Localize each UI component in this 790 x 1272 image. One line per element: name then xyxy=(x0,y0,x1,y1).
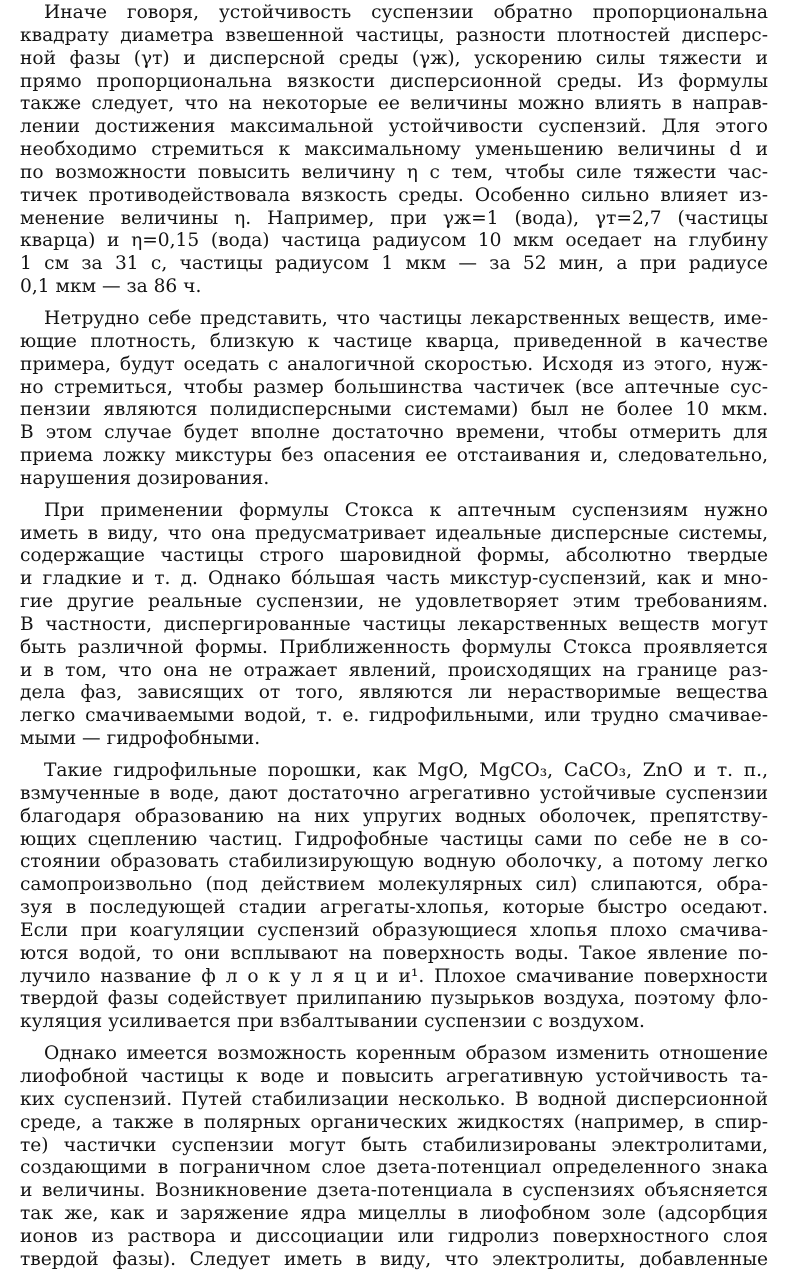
text-line: быть различной формы. Приближенность формулы Стокса проявляется xyxy=(20,636,768,658)
text-line: квадрату диаметра взвешенной частицы, разности плотностей дисперс- xyxy=(20,24,768,46)
text-line: 0,1 мкм — за 86 ч. xyxy=(20,276,202,298)
text-line: иметь в виду, что она предусматривает идеальные дисперсные системы, xyxy=(20,522,768,544)
text-line: зуя в последующей стадии агрегаты-хлопья, которые быстро оседают. xyxy=(20,897,768,919)
text-line: Нетрудно себе представить, что частицы лекарственных веществ, име- xyxy=(44,307,768,329)
text-line: и гладкие и т. д. Однако бóльшая часть микстур-суспензий, как и мно- xyxy=(20,568,768,590)
text-line: твердой фазы). Следует иметь в виду, что электролиты, добавленные xyxy=(20,1248,768,1270)
text-line: содержащие частицы строго шаровидной формы, абсолютно твердые xyxy=(20,545,768,567)
text-line: среде, а также в полярных органических жидкостях (например, в спир- xyxy=(20,1111,768,1133)
text-line: нарушения дозирования. xyxy=(20,467,270,489)
text-line: и в том, что она не отражает явлений, происходящих на границе раз- xyxy=(20,659,768,681)
text-line: те) частички суспензии могут быть стабилизированы электролитами, xyxy=(20,1134,768,1156)
text-line: ионов из раствора и диссоциации или гидролиз поверхностного слоя xyxy=(20,1225,768,1247)
text-line: ких суспензий. Путей стабилизации несколько. В водной дисперсионной xyxy=(20,1088,768,1110)
text-line: кварца) и η=0,15 (вода) частица радиусом 10 мкм оседает на глубину xyxy=(20,230,768,252)
text-line: куляция усиливается при взбалтывании суспензии с воздухом. xyxy=(20,1011,645,1033)
text-line: но стремиться, чтобы размер большинства частичек (все аптечные сус- xyxy=(20,376,768,398)
text-line: стоянии образовать стабилизирующую водную оболочку, а потому легко xyxy=(20,851,768,873)
paragraph-3 xyxy=(20,500,768,751)
text-line: Однако имеется возможность коренным образом изменить отношение xyxy=(44,1043,768,1065)
text-line: тичек противодействовала вязкость среды. Особенно сильно влияет из- xyxy=(20,184,768,206)
paragraph-2 xyxy=(20,308,768,491)
text-line: При применении формулы Стокса к аптечным суспензиям нужно xyxy=(44,499,768,521)
text-line: дела фаз, зависящих от того, являются ли нерастворимые вещества xyxy=(20,682,768,704)
text-line: Если при коагуляции суспензий образующиеся хлопья плохо смачива- xyxy=(20,919,768,941)
text-line: прямо пропорциональна вязкости дисперсионной среды. Из формулы xyxy=(20,70,768,92)
text-line: 1 см за 31 с, частицы радиусом 1 мкм — за 52 мин, а при радиусе xyxy=(20,253,768,275)
text-line: приема ложку микстуры без опасения ее отстаивания и, следовательно, xyxy=(20,445,768,467)
text-line: ющих сцеплению частиц. Гидрофобные частицы сами по себе не в со- xyxy=(20,828,768,850)
text-line: по возможности повысить величину η с тем, чтобы силе тяжести час- xyxy=(20,161,768,183)
text-line: лучило название ф л о к у л я ц и и¹. Плохое смачивание поверхности xyxy=(20,965,768,987)
text-line: мыми — гидрофобными. xyxy=(20,728,261,750)
text-line: ной фазы (γт) и дисперсной среды (γж), ускорению силы тяжести и xyxy=(20,47,768,69)
text-line: легко смачиваемыми водой, т. е. гидрофильными, или трудно смачивае- xyxy=(20,705,768,727)
text-line: примера, будут оседать с аналогичной скоростью. Исходя из этого, нуж- xyxy=(20,353,768,375)
paragraph-1 xyxy=(20,2,768,299)
text-line: пензии являются полидисперсными системами) был не более 10 мкм. xyxy=(20,399,768,421)
text-line: создающими в пограничном слое дзета-потенциал определенного знака xyxy=(20,1157,768,1179)
text-line: лиофобной частицы к воде и повысить агрегативную устойчивость та- xyxy=(20,1065,768,1087)
text-line: ющие плотность, близкую к частице кварца, приведенной в качестве xyxy=(20,330,768,352)
paragraph-5 xyxy=(20,1043,768,1271)
text-line: необходимо стремиться к максимальному уменьшению величины d и xyxy=(20,139,768,161)
text-line: Иначе говоря, устойчивость суспензии обратно пропорциональна xyxy=(44,2,768,23)
text-line: также следует, что на некоторые ее величины можно влиять в направ- xyxy=(20,93,768,115)
document-page xyxy=(20,2,768,1270)
text-line: лении достижения максимальной устойчивости суспензий. Для этого xyxy=(20,116,768,138)
text-line: В этом случае будет вполне достаточно времени, чтобы отмерить для xyxy=(20,422,768,444)
text-line: В частности, диспергированные частицы лекарственных веществ могут xyxy=(20,613,768,635)
text-line: гие другие реальные суспензии, не удовлетворяет этим требованиям. xyxy=(20,591,768,613)
text-line: Такие гидрофильные порошки, как MgO, MgCO₃, CaCO₃, ZnO и т. п., xyxy=(44,760,768,781)
text-line: благодаря образованию на них упругих водных оболочек, препятству- xyxy=(20,805,768,827)
paragraph-4 xyxy=(20,760,768,1034)
text-line: ются водой, то они всплывают на поверхность воды. Такое явление по- xyxy=(20,942,768,964)
text-line: самопроизвольно (под действием молекулярных сил) слипаются, обра- xyxy=(20,874,768,896)
text-line: и величины. Возникновение дзета-потенциала в суспензиях объясняется xyxy=(20,1180,768,1202)
text-line: твердой фазы содействует прилипанию пузырьков воздуха, поэтому фло- xyxy=(20,988,768,1010)
text-line: так же, как и заряжение ядра мицеллы в лиофобном золе (адсорбция xyxy=(20,1203,768,1225)
text-line: взмученные в воде, дают достаточно агрегативно устойчивые суспензии xyxy=(20,782,768,804)
text-line: менение величины η. Например, при γж=1 (вода), γт=2,7 (частицы xyxy=(20,207,768,229)
